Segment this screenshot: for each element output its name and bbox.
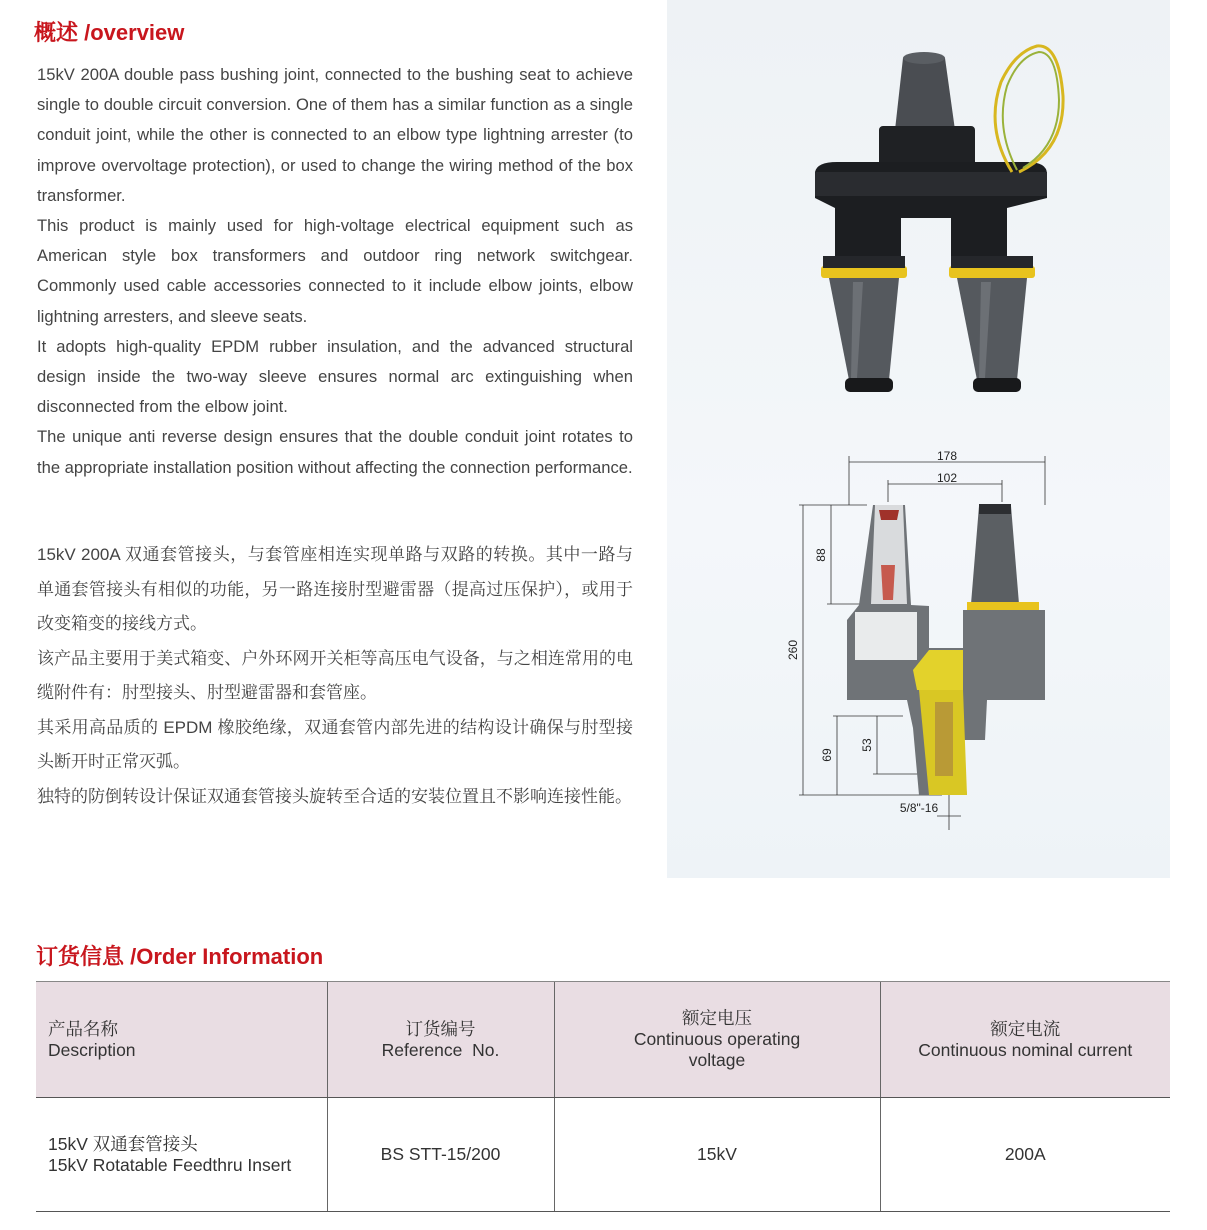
header-reference-no: 订货编号 Reference No. (327, 982, 554, 1098)
dim-thread: 5/8"-16 (899, 801, 939, 815)
overview-en-paragraph: This product is mainly used for high-voltage electrical equipment such as American style box transformers and outdoor ring network switchgear. Commonly used cable accessories connected to it include elbow joints, elbow lightning arresters, and sleeve seats. (37, 216, 633, 326)
dim-top: 88 (814, 548, 828, 562)
overview-chinese-text (37, 538, 633, 814)
cell-description: 15kV 双通套管接头 15kV Rotatable Feedthru Insert (36, 1098, 327, 1212)
product-illustration (667, 0, 1170, 878)
overview-cn-paragraph: 独特的防倒转设计保证双通套管接头旋转至合适的安装位置且不影响连接性能。 (37, 786, 632, 806)
overview-english-text (37, 60, 633, 483)
header-description: 产品名称 Description (36, 982, 327, 1098)
dim-spacing: 102 (936, 471, 958, 485)
product-image-panel (667, 0, 1170, 878)
table-header-row (36, 982, 1170, 1098)
overview-cn-paragraph: 其采用高品质的 EPDM 橡胶绝缘，双通套管内部先进的结构设计确保与肘型接头断开时正常灭弧。 (37, 717, 633, 771)
overview-en-paragraph: It adopts high-quality EPDM rubber insulation, and the advanced structural design inside the two-way sleeve ensures normal arc extinguishing when disconnected from the elbow joint. (37, 336, 633, 417)
overview-cn-paragraph: 该产品主要用于美式箱变、户外环网开关柜等高压电气设备，与之相连常用的电缆附件有：肘型接头、肘型避雷器和套管座。 (37, 648, 633, 702)
header-voltage: 额定电压 Continuous operating voltage (554, 982, 880, 1098)
dim-inner: 53 (860, 738, 874, 752)
cell-voltage: 15kV (554, 1098, 880, 1212)
overview-cn-paragraph: 15kV 200A 双通套管接头，与套管座相连实现单路与双路的转换。其中一路与单通套管接头有相似的功能，另一路连接肘型避雷器（提高过压保护），或用于改变箱变的接线方式。 (37, 545, 633, 633)
order-information-title: 订货信息 /Order Information (36, 944, 324, 969)
dimension-drawing (786, 449, 1045, 830)
product-photo (815, 46, 1063, 392)
header-current: 额定电流 Continuous nominal current (880, 982, 1170, 1098)
order-information-table (36, 981, 1170, 1212)
table-row (36, 1098, 1170, 1212)
overview-en-paragraph: The unique anti reverse design ensures that the double conduit joint rotates to the appropriate installation position without affecting the connection performance. (37, 427, 633, 477)
overview-title: 概述 /overview (34, 20, 185, 45)
dim-total-width: 178 (936, 449, 958, 463)
cell-reference-no: BS STT-15/200 (327, 1098, 554, 1212)
dim-height: 260 (786, 639, 800, 661)
dim-bottom: 69 (820, 748, 834, 762)
cell-current: 200A (880, 1098, 1170, 1212)
overview-en-paragraph: 15kV 200A double pass bushing joint, connected to the bushing seat to achieve single to double circuit conversion. One of them has a similar function as a single conduit joint, while the other is connected to an elbow type lightning arrester (to improve overvoltage protection), or used to change the wiring method of the box transformer. (37, 65, 633, 205)
